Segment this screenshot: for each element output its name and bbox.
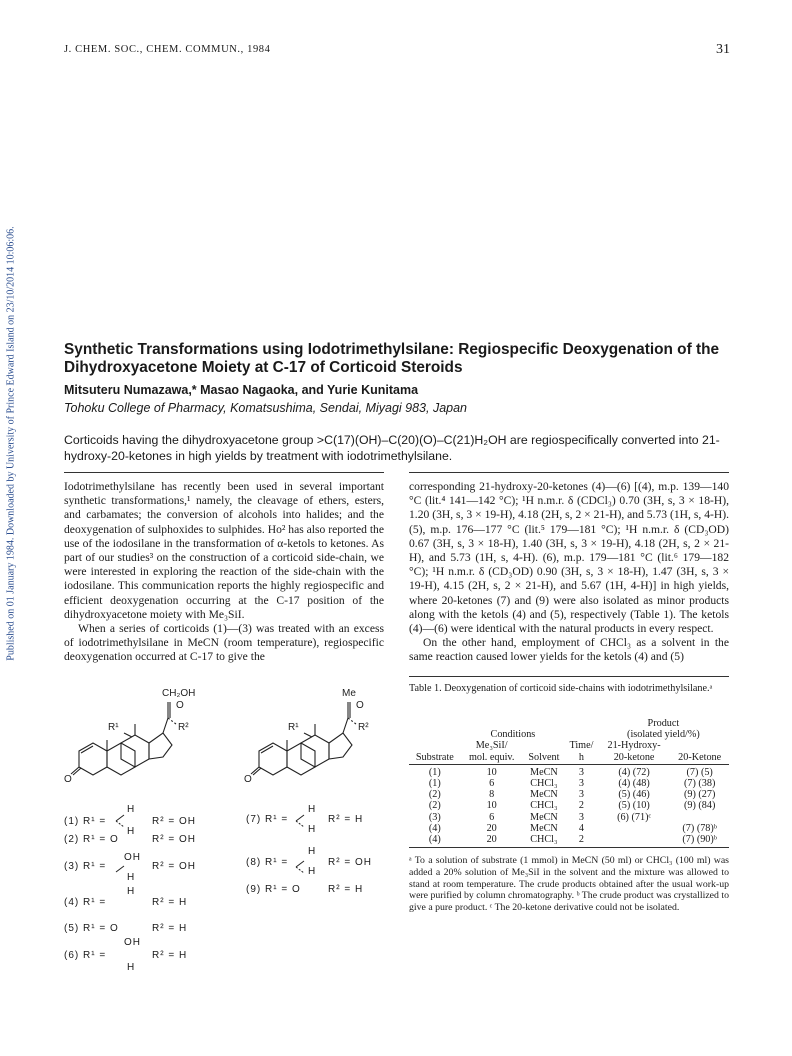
hydrogen-label: H	[127, 826, 136, 837]
compound-7-definition: (7) R¹ = R² = H	[246, 814, 364, 825]
r2-label: R²	[178, 722, 189, 733]
abstract-divider-right	[409, 472, 729, 473]
steroid-skeleton-left	[71, 702, 176, 775]
column-group-conditions: Conditions	[490, 729, 536, 741]
download-note-text[interactable]: Published on 01 January 1984. Downloaded by University of Prince Edward Island on 23/10/2014 10:06:06.	[5, 226, 17, 661]
table-row: (4) 20 CHCl₃ 2 (7) (90)ᵇ	[409, 834, 729, 848]
body-paragraph: corresponding 21-hydroxy-20-ketones (4)—(6) [(4), m.p. 139—140 °C (lit.⁴ 141—142 °C); ¹H n.m.r. δ (CDCl₃) 0.70 (3H, s, 3 × 18-H), 1.20 (3H, s, 3 × 19-H), 4.18 (2H, s, 2 × 21-H), and 5.73 (1H, s, 4-H). (5), m.p. 176—177 °C (lit.⁵ 179—181 °C); ¹H n.m.r. δ (CD₃OD) 0.67 (3H, s, 3 × 18-H), 1.40 (3H, s, 3 × 19-H), 4.18 (2H, s, 2 × 21-H), and 5.73 (1H, s, 4-H). (6), m.p. 179—181 °C (lit.⁶ 179—182 °C); ¹H n.m.r. δ (CD₃OD) 0.90 (3H, s, 3 × 18-H), 1.47 (3H, s, 3 × 19-H), 4.15 (2H, s, 2 × 21-H), and 5.67 (1H, 4-H)] in high yields, where 20-ketones (7) and (9) were also isolated as minor products along with the ketols (4) and (5), respectively (Table 1). The ketols (4)—(6) were identical with the natural products in every respect.	[409, 480, 729, 636]
r2-label: R²	[358, 722, 369, 733]
table-row: (4) 20 MeCN 4 (7) (78)ᵇ	[428, 822, 717, 834]
hydroxyl-label: OH	[124, 937, 141, 948]
column-header-substrate: Substrate	[409, 752, 461, 765]
compound-2-definition: (2) R¹ = O R² = OH	[64, 834, 196, 845]
compound-6-definition: (6) R¹ = R² = H	[64, 950, 188, 961]
column-group-isolated-yield: (isolated yield/%)	[627, 729, 700, 741]
compound-9-definition: (9) R¹ = O R² = H	[246, 884, 364, 895]
compound-5-definition: (5) R¹ = O R² = H	[64, 923, 188, 934]
table-footnote: ᵃ To a solution of substrate (1 mmol) in MeCN (50 ml) or CHCl₃ (100 ml) was added a 20% solution of Me₃SiI in the solvent and the mixture was allowed to stand at room temperature. The crude products obtained after the usual work-up were purified by column chromatography. ᵇ The crude product was crystallized to give a pure product. ᶜ The 20-ketone derivative could not be isolated.	[409, 855, 729, 914]
carbonyl-oxygen-label: O	[176, 700, 184, 711]
r1-label: R¹	[288, 722, 299, 733]
page-number: 31	[716, 42, 730, 57]
steroid-skeleton-drawings	[64, 650, 394, 880]
body-column-left	[64, 480, 384, 665]
column-header-time: Time/	[569, 740, 594, 752]
table-row: (1) 6 CHCl₃ 3 (4) (48) (7) (38)	[428, 778, 716, 790]
compound-8-definition: (8) R¹ = R² = OH	[246, 857, 372, 868]
carbonyl-oxygen-label: O	[356, 700, 364, 711]
column-header-mol-equiv: mol. equiv.	[461, 752, 523, 765]
hydrogen-label: H	[308, 846, 317, 857]
ketone-oxygen-label: O	[64, 774, 72, 785]
table-caption: Table 1. Deoxygenation of corticoid side-chains with iodotrimethylsilane.ᵃ	[409, 683, 713, 694]
column-header-me3sii: Me₃SiI/	[475, 740, 508, 752]
article-abstract: Corticoids having the dihydroxyacetone group >C(17)(OH)–C(20)(O)–C(21)H₂OH are regiospecifically converted into 21-hydroxy-20-ketones in high yields by treatment with iodotrimethylsilane.	[64, 433, 720, 463]
column-header-h: h	[565, 752, 598, 765]
column-group-product: Product	[647, 718, 680, 729]
column-header-20-ketone: 20-ketone	[598, 752, 671, 765]
table-row: (3) 6 MeCN 3 (6) (71)ᶜ	[428, 811, 652, 823]
compound-3-definition: (3) R¹ = R² = OH	[64, 861, 196, 872]
article-authors: Mitsuteru Numazawa,* Masao Nagaoka, and Yurie Kunitama	[64, 383, 419, 397]
steroid-structures-figure	[64, 650, 394, 880]
column-header-21-hydroxy: 21-Hydroxy-	[607, 740, 661, 752]
column-header-solvent: Solvent	[523, 752, 565, 765]
body-paragraph: When a series of corticoids (1)—(3) was treated with an excess of iodotrimethylsilane in MeCN (room temperature), regiospecific deoxygenation occurred at C-17 to give the	[64, 622, 384, 664]
article-affiliation: Tohoku College of Pharmacy, Komatsushima, Sendai, Miyagi 983, Japan	[64, 401, 468, 415]
hydrogen-label: H	[127, 886, 136, 897]
deoxygenation-table	[409, 718, 729, 848]
compound-4-definition: (4) R¹ = R² = H	[64, 897, 188, 908]
hydrogen-label: H	[308, 866, 317, 877]
hydrogen-label: H	[308, 804, 317, 815]
body-column-right	[409, 480, 729, 665]
table-row: (2) 10 CHCl₃ 2 (5) (10) (9) (84)	[428, 800, 716, 812]
hydroxyl-label: OH	[124, 852, 141, 863]
running-head	[64, 44, 730, 55]
body-paragraph: On the other hand, employment of CHCl₃ as a solvent in the same reaction caused lower yields for the ketols (4) and (5)	[409, 636, 729, 664]
download-note	[4, 150, 18, 740]
article-title: Synthetic Transformations using Iodotrimethylsilane: Regiospecific Deoxygenation of the Dihydroxyacetone Moiety at C-17 of Corticoid Steroids	[64, 341, 720, 376]
table-row: (1) 10 MeCN 3 (4) (72) (7) (5)	[428, 766, 713, 778]
substituent-label: Me	[342, 688, 356, 699]
r1-label: R¹	[108, 722, 119, 733]
hydrogen-label: H	[127, 872, 136, 883]
steroid-skeleton-right	[251, 702, 356, 775]
table-divider-top	[409, 676, 729, 677]
hydrogen-label: H	[127, 962, 136, 973]
abstract-divider-left	[64, 472, 384, 473]
column-header-20-ketone-b: 20-Ketone	[670, 752, 729, 765]
journal-name: J. CHEM. SOC., CHEM. COMMUN., 1984	[64, 44, 271, 55]
table-row: (2) 8 MeCN 3 (5) (46) (9) (27)	[428, 789, 716, 801]
compound-1-definition: (1) R¹ = R² = OH	[64, 816, 196, 827]
substituent-label: CH₂OH	[162, 688, 196, 699]
body-paragraph: Iodotrimethylsilane has recently been used in several important synthetic transformations,¹ namely, the cleavage of ethers, esters, and carbamates; the conversion of alcohols into halides; and the deoxygenation of sulphoxides to sulphides. Ho² has also reported the use of the iodosilane in the transformation of α-ketols to ketones. As part of our studies³ on the construction of a corticoid side-chain, we were interested in exploring the reaction of the side-chain with the iodosilane. This communication reports the highly regiospecific and efficient deoxygenation occurring at the C-17 position of the dihydroxyacetone moiety with Me₃SiI.	[64, 480, 384, 621]
ketone-oxygen-label: O	[244, 774, 252, 785]
hydrogen-label: H	[127, 804, 136, 815]
hydrogen-label: H	[308, 824, 317, 835]
